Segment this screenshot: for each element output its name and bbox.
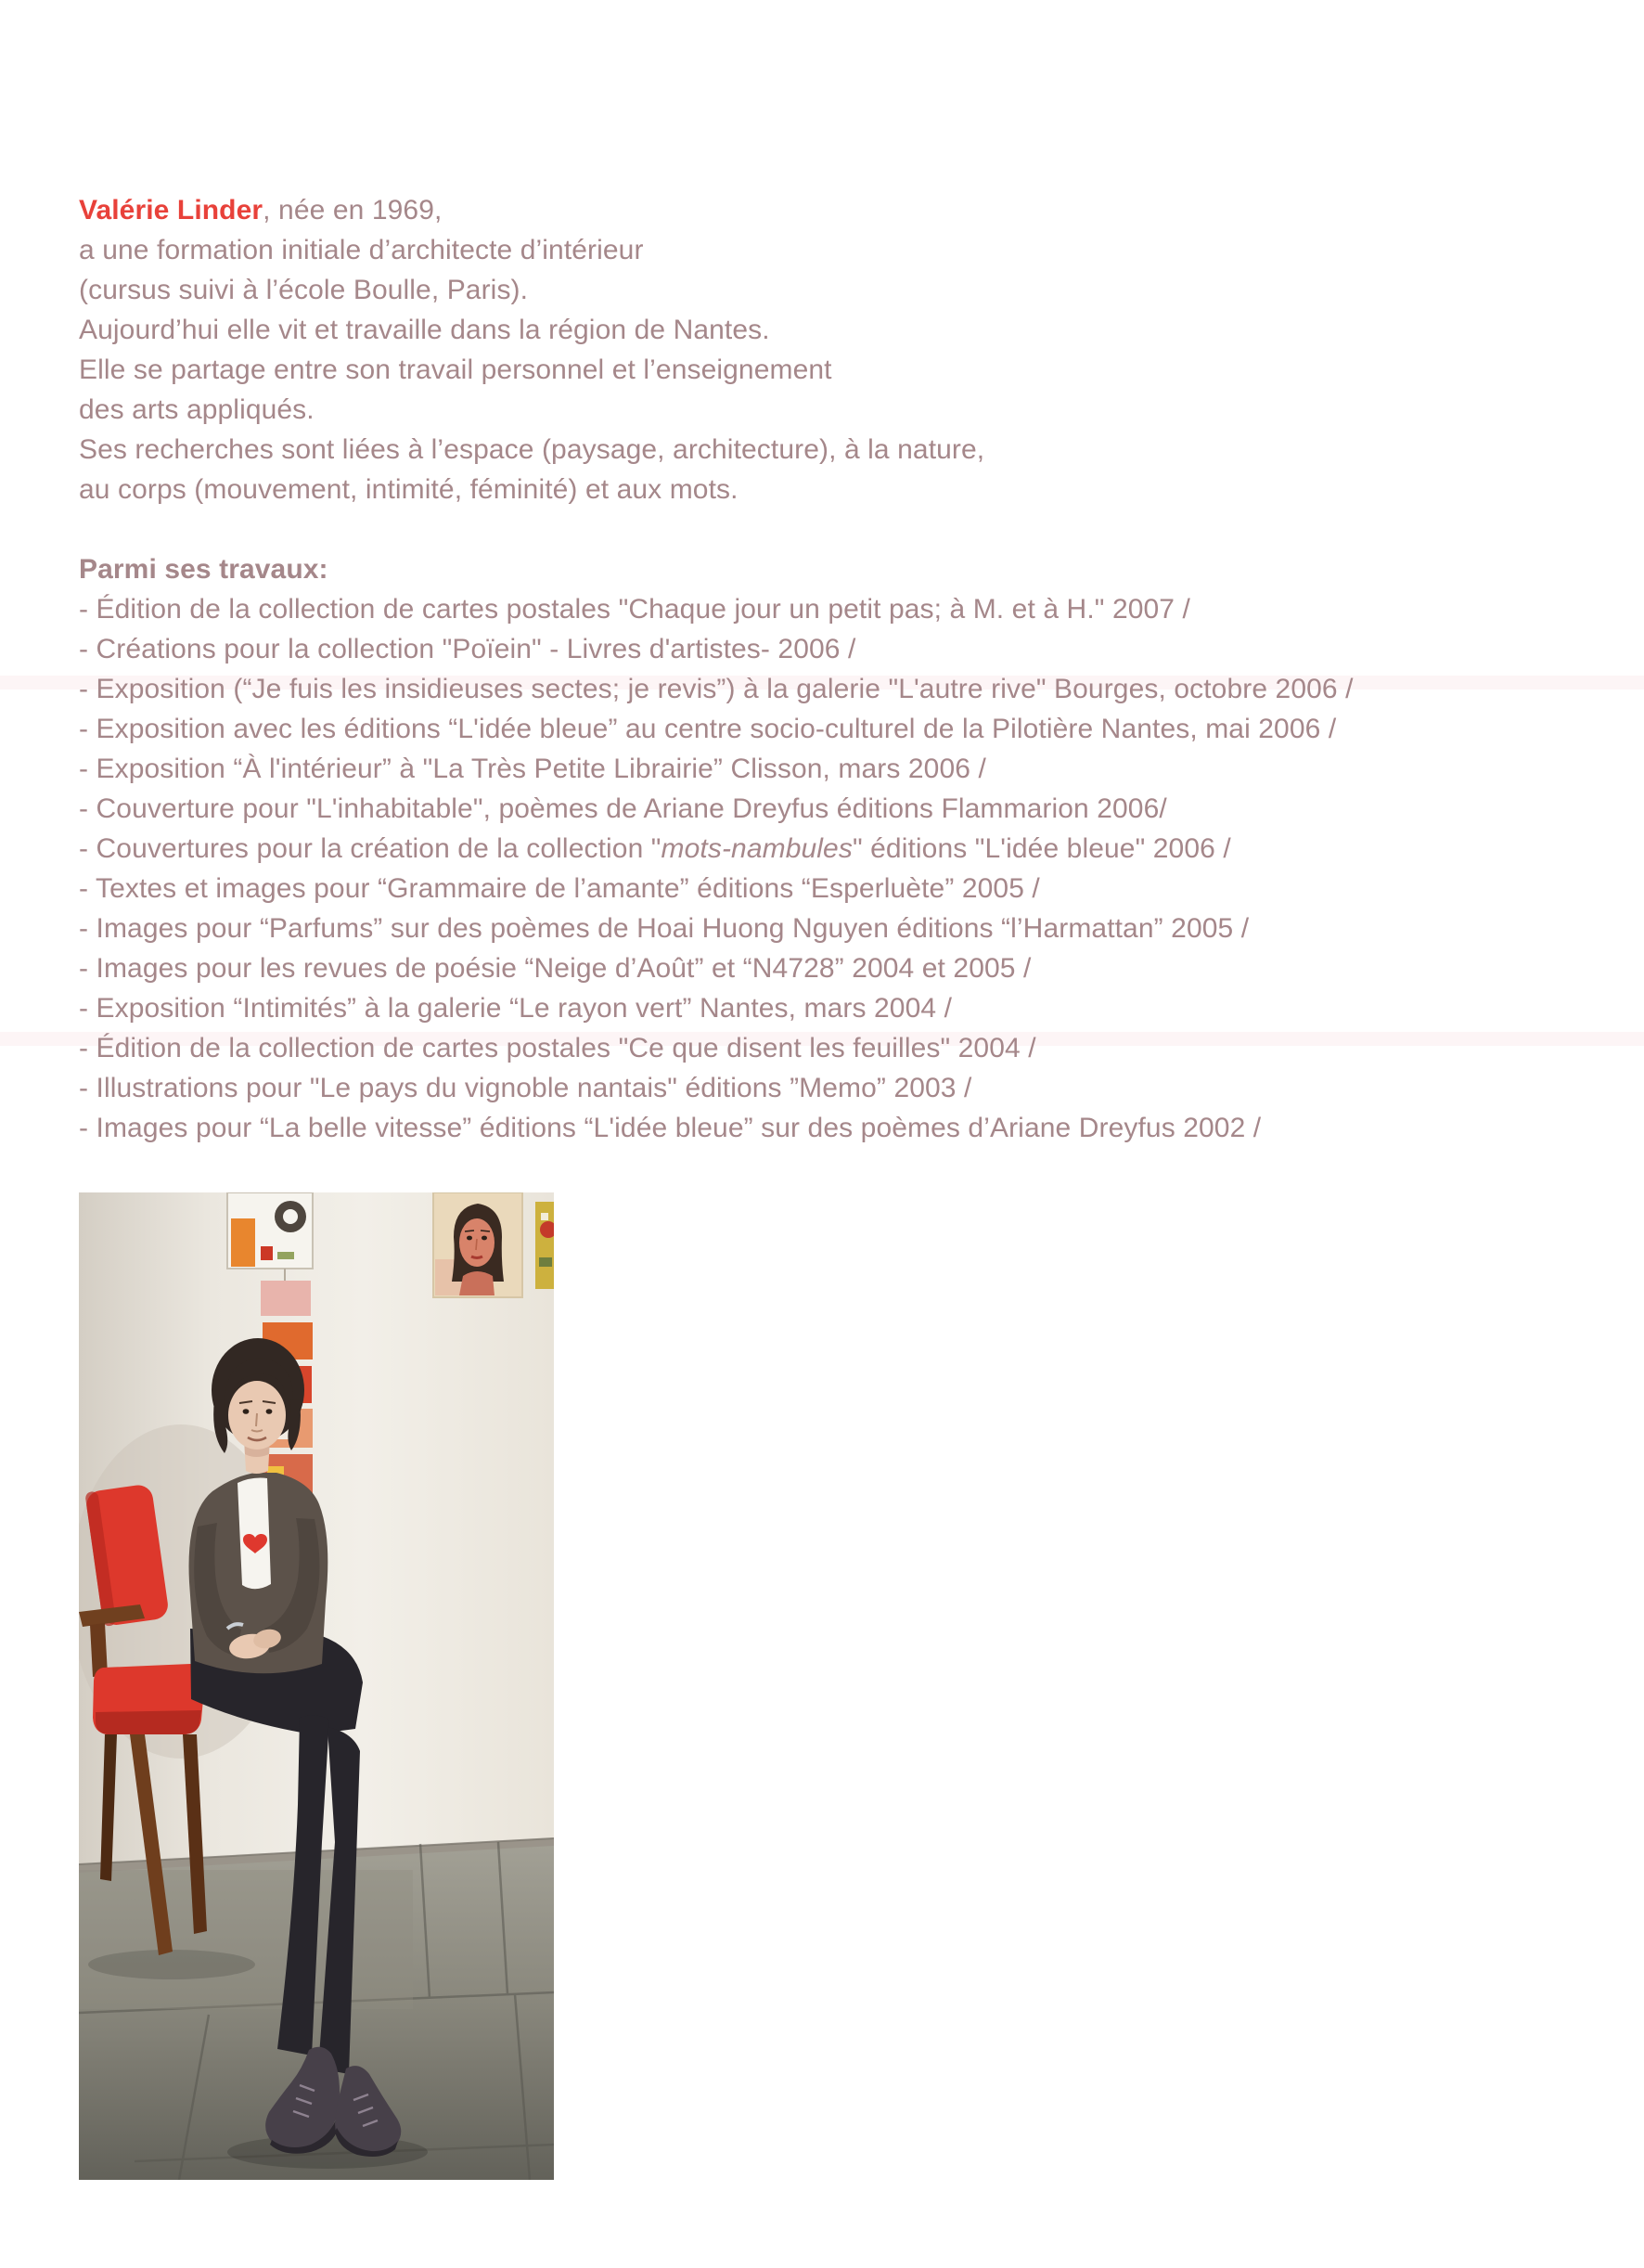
- floor-tile-tint: [79, 1870, 413, 2009]
- work-item: - Couverture pour "L'inhabitable", poèmes de Ariane Dreyfus éditions Flammarion 2006/: [79, 793, 1167, 824]
- work-item: - Exposition “Intimités” à la galerie “Le rayon vert” Nantes, mars 2004 /: [79, 993, 953, 1024]
- work-item: - Textes et images pour “Grammaire de l’amante” éditions “Esperluète” 2005 /: [79, 873, 1040, 904]
- intro-line: [79, 190, 1526, 230]
- intro-paragraph: [79, 190, 1526, 509]
- intro-line: Elle se partage entre son travail personnel et l’enseignement: [79, 354, 832, 385]
- work-item-italic-title: mots-nambules: [661, 833, 853, 864]
- work-item: [79, 829, 1526, 869]
- works-list: [79, 589, 1526, 1148]
- intro-line: Ses recherches sont liées à l’espace (paysage, architecture), à la nature,: [79, 434, 985, 465]
- wall-artwork-right-sliver: [535, 1202, 554, 1289]
- work-item-suffix: " éditions "L'idée bleue" 2006 /: [852, 833, 1231, 864]
- work-item: - Exposition avec les éditions “L'idée bleue” au centre socio-culturel de la Pilotière Nantes, mai 2006 /: [79, 714, 1337, 744]
- intro-line: Aujourd’hui elle vit et travaille dans la région de Nantes.: [79, 315, 770, 345]
- tshirt: [238, 1478, 271, 1590]
- bio-text-block: [79, 162, 1526, 1148]
- wall-artwork-top-left: [227, 1192, 313, 1269]
- artist-name: Valérie Linder: [79, 195, 263, 226]
- intro-line: des arts appliqués.: [79, 394, 315, 425]
- work-item: - Images pour les revues de poésie “Neige d’Août” et “N4728” 2004 et 2005 /: [79, 953, 1032, 984]
- wall-artwork-portrait: [433, 1192, 522, 1297]
- work-item: - Créations pour la collection "Poïein" - Livres d'artistes- 2006 /: [79, 634, 856, 664]
- work-item: - Exposition “À l'intérieur” à "La Très Petite Librairie” Clisson, mars 2006 /: [79, 754, 986, 784]
- intro-line: au corps (mouvement, intimité, féminité) et aux mots.: [79, 474, 739, 505]
- work-item: - Édition de la collection de cartes postales "Ce que disent les feuilles" 2004 /: [79, 1033, 1036, 1063]
- artist-photo: [79, 1192, 554, 2180]
- work-item: - Édition de la collection de cartes postales "Chaque jour un petit pas; à M. et à H." 2007 /: [79, 594, 1190, 625]
- artist-photo-illustration: [79, 1192, 554, 2180]
- work-item: - Images pour “Parfums” sur des poèmes de Hoai Huong Nguyen éditions “l’Harmattan” 2005 /: [79, 913, 1250, 944]
- intro-line: a une formation initiale d’architecte d’intérieur: [79, 235, 644, 265]
- intro-line: (cursus suivi à l’école Boulle, Paris).: [79, 275, 529, 305]
- work-item-prefix: - Couvertures pour la création de la collection ": [79, 833, 661, 864]
- work-item: - Exposition (“Je fuis les insidieuses sectes; je revis”) à la galerie "L'autre rive" Bourges, octobre 2006 /: [79, 674, 1354, 704]
- works-heading: Parmi ses travaux:: [79, 554, 328, 585]
- work-item: - Illustrations pour "Le pays du vignoble nantais" éditions ”Memo” 2003 /: [79, 1073, 972, 1103]
- birth-year-text: , née en 1969,: [263, 195, 443, 226]
- chair-floor-shadow: [88, 1950, 255, 1979]
- work-item: - Images pour “La belle vitesse” éditions “L'idée bleue” sur des poèmes d’Ariane Dreyfus 2002 /: [79, 1113, 1262, 1143]
